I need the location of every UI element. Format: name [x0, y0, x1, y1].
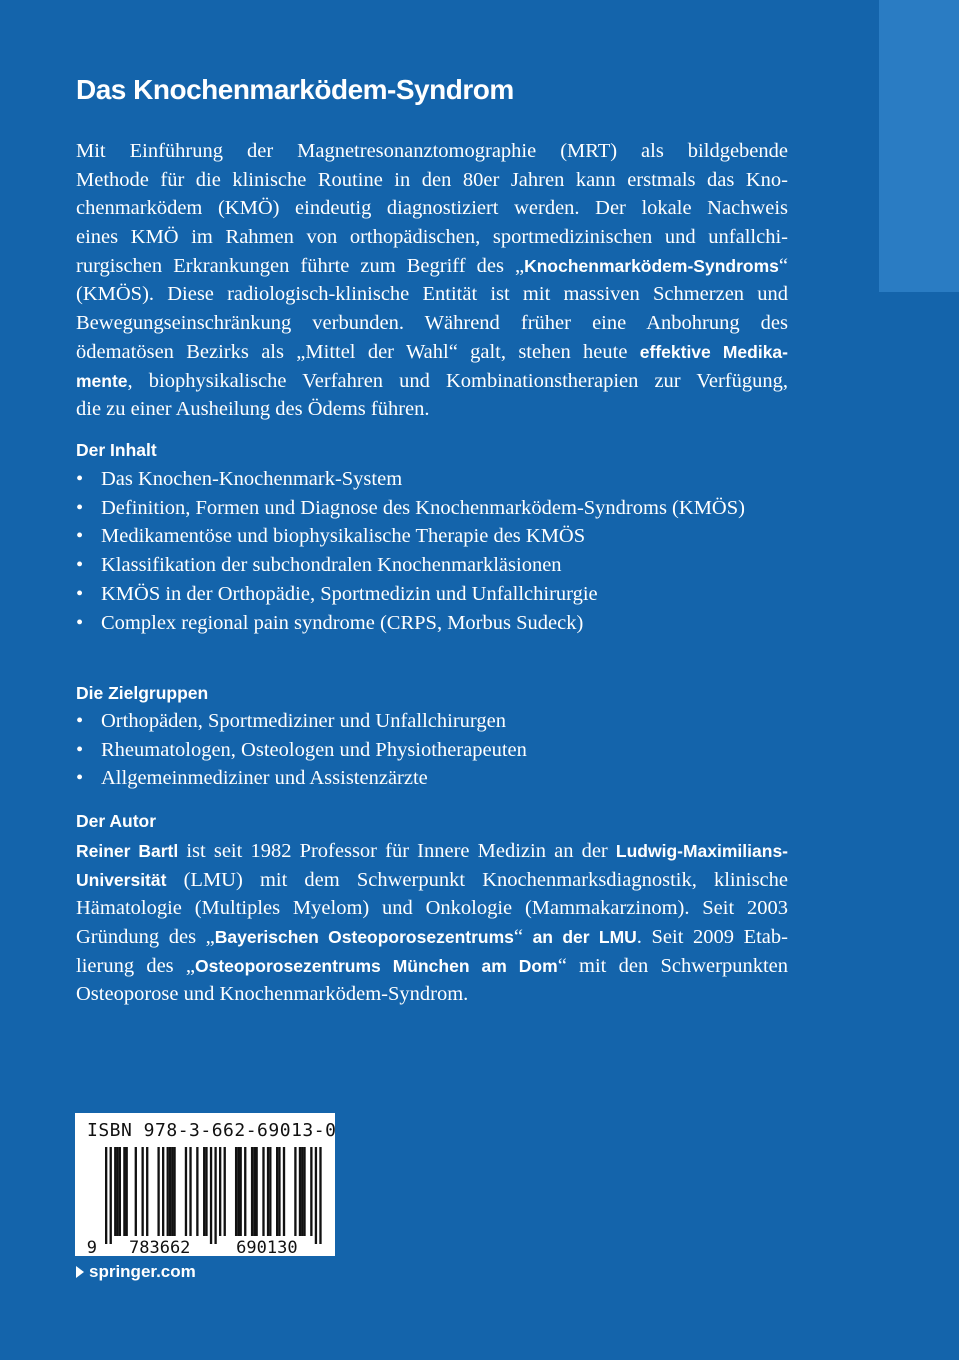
list-item: [76, 736, 792, 765]
bullet-icon: •: [76, 767, 84, 790]
zielgruppen-list: [76, 707, 792, 793]
text-line: [76, 395, 788, 424]
barcode-bar: [162, 1147, 164, 1236]
list-item-text: Klassifikation der subchondralen Knochenmarkläsionen: [101, 554, 562, 577]
list-item-text: KMÖS in der Orthopädie, Sportmedizin und Unfallchirurgie: [101, 582, 598, 605]
barcode-bar: [301, 1147, 303, 1236]
bullet-icon: •: [76, 468, 84, 490]
list-item-text: Allgemeinmediziner und Assistenzärzte: [101, 767, 428, 790]
barcode-bar: [299, 1147, 301, 1236]
barcode-bar: [135, 1147, 137, 1236]
barcode-bar: [189, 1147, 191, 1236]
barcode-bar: [303, 1147, 305, 1236]
list-item-text: Complex regional pain syndrome (CRPS, Morbus Sudeck): [101, 611, 584, 634]
barcode-bar: [255, 1147, 257, 1236]
barcode-bar: [171, 1147, 173, 1236]
barcode-bar: [269, 1147, 271, 1236]
inhalt-list: [76, 465, 792, 637]
barcode-digits: 9: [86, 1238, 97, 1256]
barcode-bar: [276, 1147, 278, 1236]
barcode-bar: [253, 1147, 255, 1236]
barcode-bar: [205, 1147, 207, 1236]
section-heading-autor: Der Autor: [76, 811, 157, 831]
barcode-bar: [251, 1147, 253, 1236]
list-item: [76, 764, 792, 793]
barcode-bar: [278, 1147, 280, 1236]
text-run: ist seit 1982 Professor für Innere Medizin an der: [178, 840, 616, 862]
barcode-bar: [196, 1147, 198, 1236]
list-item-text: Medikamentöse und biophysikalische Therapie des KMÖS: [101, 525, 586, 548]
text-line: [76, 137, 788, 166]
author-paragraph: [76, 837, 788, 1009]
isbn-barcode: [75, 1113, 335, 1256]
barcode-bar: [244, 1147, 246, 1236]
list-item: [76, 609, 792, 638]
barcode-bar: [315, 1147, 317, 1244]
text-run: Hämatologie (Multiples Myelom) und Onkologie (Mammakarzinom). Seit 2003: [76, 897, 788, 920]
barcode-digits: 690130: [236, 1238, 298, 1256]
bold-text: Knochenmarködem-Syndroms: [524, 255, 779, 276]
text-line: [76, 952, 788, 981]
text-run: (LMU) mit dem Schwerpunkt Knochenmarksdiagnostik, klinische: [166, 868, 788, 891]
text-line: [76, 923, 788, 952]
text-run: Gründung des „: [76, 926, 215, 949]
section-heading-zielgruppen: Die Zielgruppen: [76, 683, 209, 703]
barcode-bar: [110, 1147, 112, 1244]
list-item: [76, 465, 792, 494]
barcode-bar: [173, 1147, 175, 1236]
barcode-bar: [235, 1147, 237, 1236]
text-line: [76, 367, 788, 396]
bullet-icon: •: [76, 525, 84, 548]
barcode-bar: [114, 1147, 116, 1236]
text-line: [76, 980, 788, 1009]
bold-text: an der LMU: [532, 927, 637, 948]
text-run: Mit Einführung der Magnetresonanztomographie (MRT) als bildgebende: [76, 140, 788, 162]
barcode-bar: [283, 1147, 285, 1236]
barcode-bar: [294, 1147, 296, 1236]
list-item-text: Rheumatologen, Osteologen und Physiotherapeuten: [101, 738, 527, 761]
book-title: Das Knochenmarködem-Syndrom: [76, 74, 514, 105]
barcode-bar: [262, 1147, 264, 1236]
text-line: [76, 166, 788, 195]
text-run: Bewegungseinschränkung verbunden. Während früher eine Anbohrung des: [76, 312, 788, 335]
bold-text: Bayerischen Osteoporosezentrums: [214, 927, 514, 948]
text-run: “: [778, 254, 788, 277]
barcode-bar: [203, 1147, 205, 1236]
bold-text: Reiner Bartl: [76, 841, 179, 861]
text-run: Osteoporose und Knochenmarködem-Syndrom.: [76, 983, 469, 1006]
text-run: ödematösen Bezirks als „Mittel der Wahl“ galt, stehen heute: [76, 340, 640, 363]
bullet-icon: •: [76, 738, 84, 761]
list-item-text: Das Knochen-Knochenmark-System: [101, 468, 403, 490]
barcode-bar: [310, 1147, 312, 1236]
barcode-bar: [126, 1147, 128, 1236]
text-line: [76, 252, 788, 281]
barcode-bar: [210, 1147, 212, 1244]
text-line: [76, 894, 788, 923]
barcode-bar: [146, 1147, 148, 1236]
barcode-bar: [141, 1147, 143, 1236]
barcode-bar: [240, 1147, 242, 1236]
barcode-bar: [224, 1147, 226, 1236]
text-run: , biophysikalische Verfahren und Kombinationstherapien zur Verfügung,: [127, 369, 788, 392]
barcode-bar: [237, 1147, 239, 1236]
text-run: die zu einer Ausheilung des Ödems führen.: [76, 398, 430, 421]
text-line: [76, 223, 788, 252]
bullet-icon: •: [76, 710, 84, 732]
text-run: eines KMÖ im Rahmen von orthopädischen, sportmedizinischen und unfallchi-: [76, 226, 788, 249]
text-run: “ mit den Schwerpunkten: [557, 954, 788, 977]
text-run: rurgischen Erkrankungen führte zum Begriff des „: [76, 254, 525, 277]
barcode-bar: [123, 1147, 125, 1236]
bold-text: effektive Medika-: [639, 341, 788, 362]
text-line: [76, 309, 788, 338]
text-run: “: [513, 926, 533, 949]
bold-text: Universität: [76, 869, 167, 890]
bold-text: Ludwig-Maximilians-: [615, 841, 789, 861]
list-item-text: Definition, Formen und Diagnose des Knochenmarködem-Syndroms (KMÖS): [101, 496, 745, 519]
list-item: [76, 494, 792, 523]
text-run: Methode für die klinische Routine in den 80er Jahren kann erstmals das Kno-: [76, 168, 788, 191]
text-run: lierung des „: [76, 954, 195, 977]
barcode-bar: [167, 1147, 169, 1236]
list-item: [76, 522, 792, 551]
bullet-icon: •: [76, 496, 84, 519]
text-line: [76, 338, 788, 367]
list-item: [76, 580, 792, 609]
barcode-bar: [105, 1147, 107, 1244]
publisher-link[interactable]: [76, 1262, 196, 1282]
section-heading-inhalt: Der Inhalt: [76, 440, 157, 460]
text-run: (KMÖS). Diese radiologisch-klinische Entität ist mit massiven Schmerzen und: [76, 283, 788, 306]
text-line: [76, 194, 788, 223]
bullet-icon: •: [76, 582, 84, 605]
isbn-number: ISBN 978-3-662-69013-0: [87, 1120, 337, 1141]
intro-paragraph: [76, 137, 788, 424]
text-line: [76, 866, 788, 895]
text-line: [76, 280, 788, 309]
barcode-bar: [169, 1147, 171, 1236]
text-run: chenmarködem (KMÖ) eindeutig diagnostiziert werden. Der lokale Nachweis: [76, 197, 788, 220]
barcode-bar: [119, 1147, 121, 1236]
barcode-digits: 783662: [129, 1238, 191, 1256]
barcode-bar: [157, 1147, 159, 1236]
arrow-right-icon: [76, 1266, 84, 1278]
barcode-graphic: [75, 1113, 335, 1256]
bullet-icon: •: [76, 611, 84, 634]
barcode-bar: [116, 1147, 118, 1236]
text-line: [76, 837, 788, 866]
bold-text: mente: [76, 370, 128, 391]
list-item-text: Orthopäden, Sportmediziner und Unfallchirurgen: [101, 710, 506, 732]
barcode-bar: [267, 1147, 269, 1236]
list-item: [76, 551, 792, 580]
barcode-bar: [185, 1147, 187, 1236]
barcode-bar: [214, 1147, 216, 1244]
list-item: [76, 707, 792, 736]
publisher-link-text[interactable]: springer.com: [89, 1262, 196, 1281]
bold-text: Osteoporosezentrums München am Dom: [195, 955, 558, 976]
barcode-bar: [319, 1147, 321, 1244]
side-color-band: [879, 0, 959, 292]
barcode-bar: [219, 1147, 221, 1236]
text-run: . Seit 2009 Etab-: [636, 926, 788, 949]
bullet-icon: •: [76, 554, 84, 577]
